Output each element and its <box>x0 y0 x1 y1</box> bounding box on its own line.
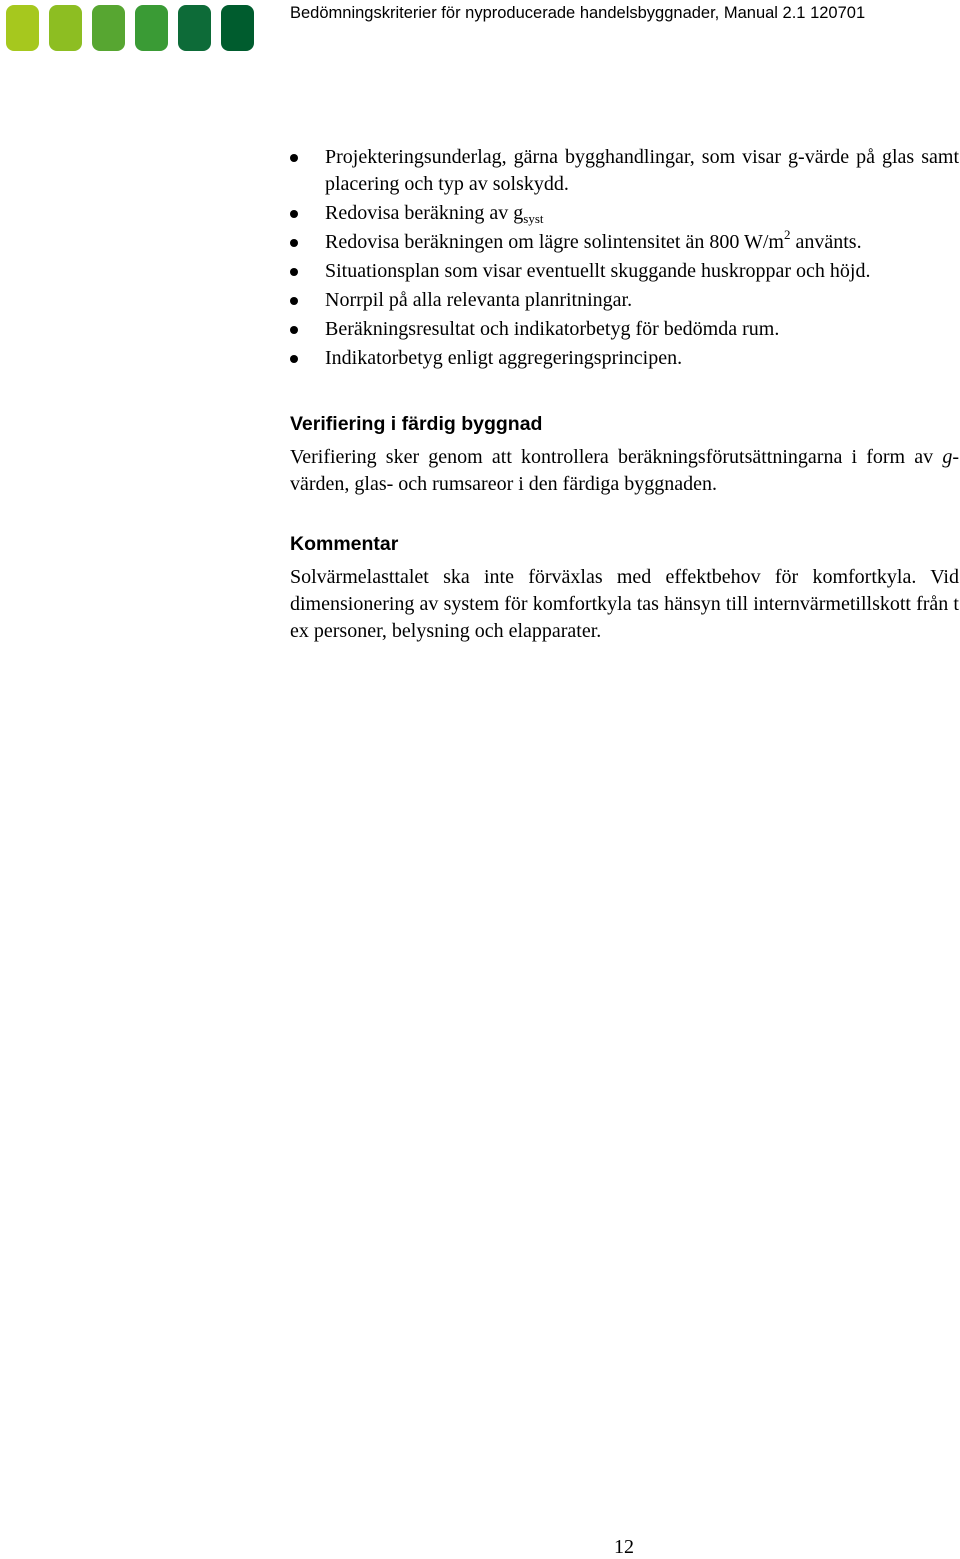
bullet-icon <box>290 210 298 218</box>
bullet-icon <box>290 297 298 305</box>
logo-square-4 <box>135 5 168 51</box>
bullet-icon <box>290 154 298 162</box>
bullet-icon <box>290 355 298 363</box>
logo-square-2 <box>49 5 82 51</box>
list-item: Redovisa beräkning av $g_{syst}$ <box>290 200 959 227</box>
verification-paragraph: Verifiering sker genom att kontrollera beräkningsförutsättningarna i form av g-värden, glas- och rumsareor i den färdiga byggnaden. <box>290 446 959 495</box>
document-header: Bedömningskriterier för nyproducerade handelsbyggnader, Manual 2.1 120701 <box>290 4 866 22</box>
verification-heading: Verifiering i färdig byggnad <box>290 413 543 435</box>
list-item: Projekteringsunderlag, gärna bygghandlingar, som visar g-värde på glas samt placering och typ av solskydd. <box>290 144 959 198</box>
comment-paragraph: Solvärmelasttalet ska inte förväxlas med effektbehov för komfortkyla. Vid dimensionering av system för komfortkyla tas hänsyn till internvärmetillskott från t ex personer, belysning och elapparater. <box>290 566 959 642</box>
logo-square-6 <box>221 5 254 51</box>
logo-square-5 <box>178 5 211 51</box>
logo-square-3 <box>92 5 125 51</box>
list-item: Norrpil på alla relevanta planritningar. <box>290 287 959 314</box>
logo-square-1 <box>6 5 39 51</box>
comment-heading: Kommentar <box>290 533 399 555</box>
bullet-icon <box>290 239 298 247</box>
list-item: Indikatorbetyg enligt aggregeringsprincipen. <box>290 345 959 372</box>
bullet-icon <box>290 268 298 276</box>
requirements-list <box>290 144 959 372</box>
list-item: Beräkningsresultat och indikatorbetyg för bedömda rum. <box>290 316 959 343</box>
list-item: Situationsplan som visar eventuellt skuggande huskroppar och höjd. <box>290 258 959 285</box>
page-content <box>290 144 959 645</box>
page-number: 12 <box>614 1536 634 1558</box>
list-item: Redovisa beräkningen om lägre solintensitet än 800 $W/m^2$ använts. <box>290 229 959 256</box>
logo <box>6 5 254 51</box>
bullet-icon <box>290 326 298 334</box>
